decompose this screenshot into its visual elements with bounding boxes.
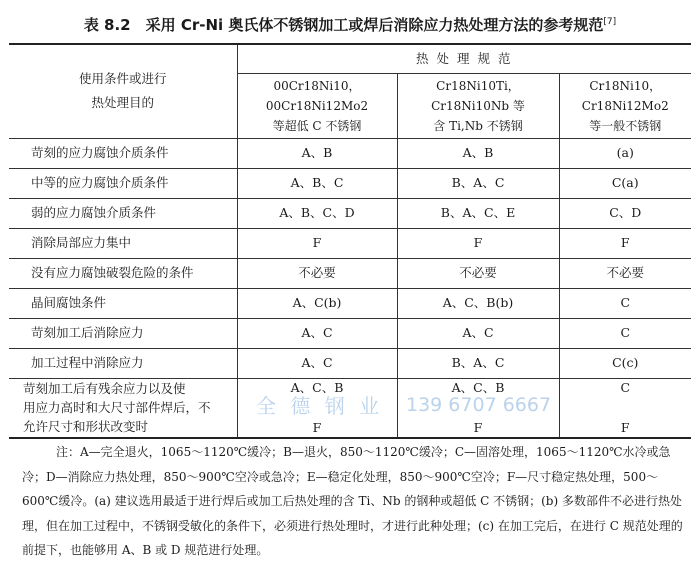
condition-cell: 没有应力腐蚀破裂危险的条件: [9, 258, 237, 288]
heat-treatment-table: [9, 43, 691, 439]
spec-bottom: F: [620, 419, 630, 435]
title-text: 表 8.2 采用 Cr-Ni 奥氏体不锈钢加工或焊后消除应力热处理方法的参考规范: [83, 16, 604, 34]
spec-bottom: F: [312, 419, 322, 435]
spec-bottom: F: [473, 419, 483, 435]
condition-cell: 弱的应力腐蚀介质条件: [9, 198, 237, 228]
spec-cell: C(a): [559, 168, 691, 198]
spec-cell: A、C(b): [237, 288, 397, 318]
watermark-phone: 139 6707 6667: [406, 394, 552, 416]
table-row: [9, 288, 691, 318]
table-row: [9, 198, 691, 228]
spec-cell: [559, 378, 691, 438]
condition-cell: 苛刻加工后消除应力: [9, 318, 237, 348]
condition-cell: 苛刻加工后有残余应力以及使 用应力高时和大尺寸部件焊后，不 允许尺寸和形状改变时: [9, 378, 237, 438]
header-col-3: Cr18Ni10， Cr18Ni12Mo2 等一般不锈钢: [559, 73, 691, 138]
header-condition: 使用条件或进行 热处理目的: [9, 44, 237, 138]
condition-cell: 晶间腐蚀条件: [9, 288, 237, 318]
spec-cell: A、C: [237, 318, 397, 348]
spec-cell: 不必要: [559, 258, 691, 288]
table-row: [9, 228, 691, 258]
table-row: [9, 348, 691, 378]
condition-cell: 消除局部应力集中: [9, 228, 237, 258]
table-row: [9, 138, 691, 168]
spec-cell: C: [559, 288, 691, 318]
spec-cell: A、B、C: [237, 168, 397, 198]
table-title: [0, 12, 700, 35]
header-group: 热 处 理 规 范: [237, 44, 691, 73]
spec-top: C: [620, 379, 631, 395]
spec-cell: F: [237, 228, 397, 258]
spec-cell: A、C: [397, 318, 559, 348]
spec-cell: (a): [559, 138, 691, 168]
spec-top: A、C、B: [290, 379, 344, 395]
spec-cell: C(c): [559, 348, 691, 378]
table-row: [9, 318, 691, 348]
header-col-2: Cr18Ni10Ti， Cr18Ni10Nb 等 含 Ti,Nb 不锈钢: [397, 73, 559, 138]
spec-cell: A、B: [237, 138, 397, 168]
spec-cell: A、B、C、D: [237, 198, 397, 228]
spec-cell: 不必要: [237, 258, 397, 288]
spec-cell: F: [559, 228, 691, 258]
spec-cell: C: [559, 318, 691, 348]
table-note: 注：A—完全退火，1065～1120℃缓冷；B—退火，850～1120℃缓冷；C—固溶处理，1065～1120℃水冷或急冷；D—消除应力热处理，850～900℃空冷或急冷；E—稳定化处理，850～900℃空冷；F—尺寸稳定热处理，500～600℃缓冷。(a) 建议选用最适于进行焊后或加工后热处理的含 Ti、Nb 的钢种或超低 C 不锈钢；(b) 多数部件不必进行热处理，但在加工过程中，不锈钢受敏化的条件下，必须进行热处理时，才进行此种处理；(c) 在加工完后，在进行 C 规范处理的前提下，也能够用 A、B 或 D 规范进行处理。: [22, 445, 683, 557]
spec-cell: C、D: [559, 198, 691, 228]
spec-cell: B、A、C: [397, 168, 559, 198]
spec-cell: 不必要: [397, 258, 559, 288]
spec-cell: A、C、B(b): [397, 288, 559, 318]
spec-cell: B、A、C: [397, 348, 559, 378]
condition-cell: 加工过程中消除应力: [9, 348, 237, 378]
table-row: [9, 258, 691, 288]
spec-cell: A、B: [397, 138, 559, 168]
spec-top: A、C、B: [451, 379, 505, 395]
condition-cell: 中等的应力腐蚀介质条件: [9, 168, 237, 198]
spec-cell: A、C: [237, 348, 397, 378]
title-reference: [7]: [603, 17, 617, 27]
condition-cell: 苛刻的应力腐蚀介质条件: [9, 138, 237, 168]
table-row: [9, 168, 691, 198]
header-col-1: 00Cr18Ni10， 00Cr18Ni12Mo2 等超低 C 不锈钢: [237, 73, 397, 138]
watermark-name: 全 德 钢 业: [256, 394, 384, 418]
spec-cell: F: [397, 228, 559, 258]
spec-cell: B、A、C、E: [397, 198, 559, 228]
